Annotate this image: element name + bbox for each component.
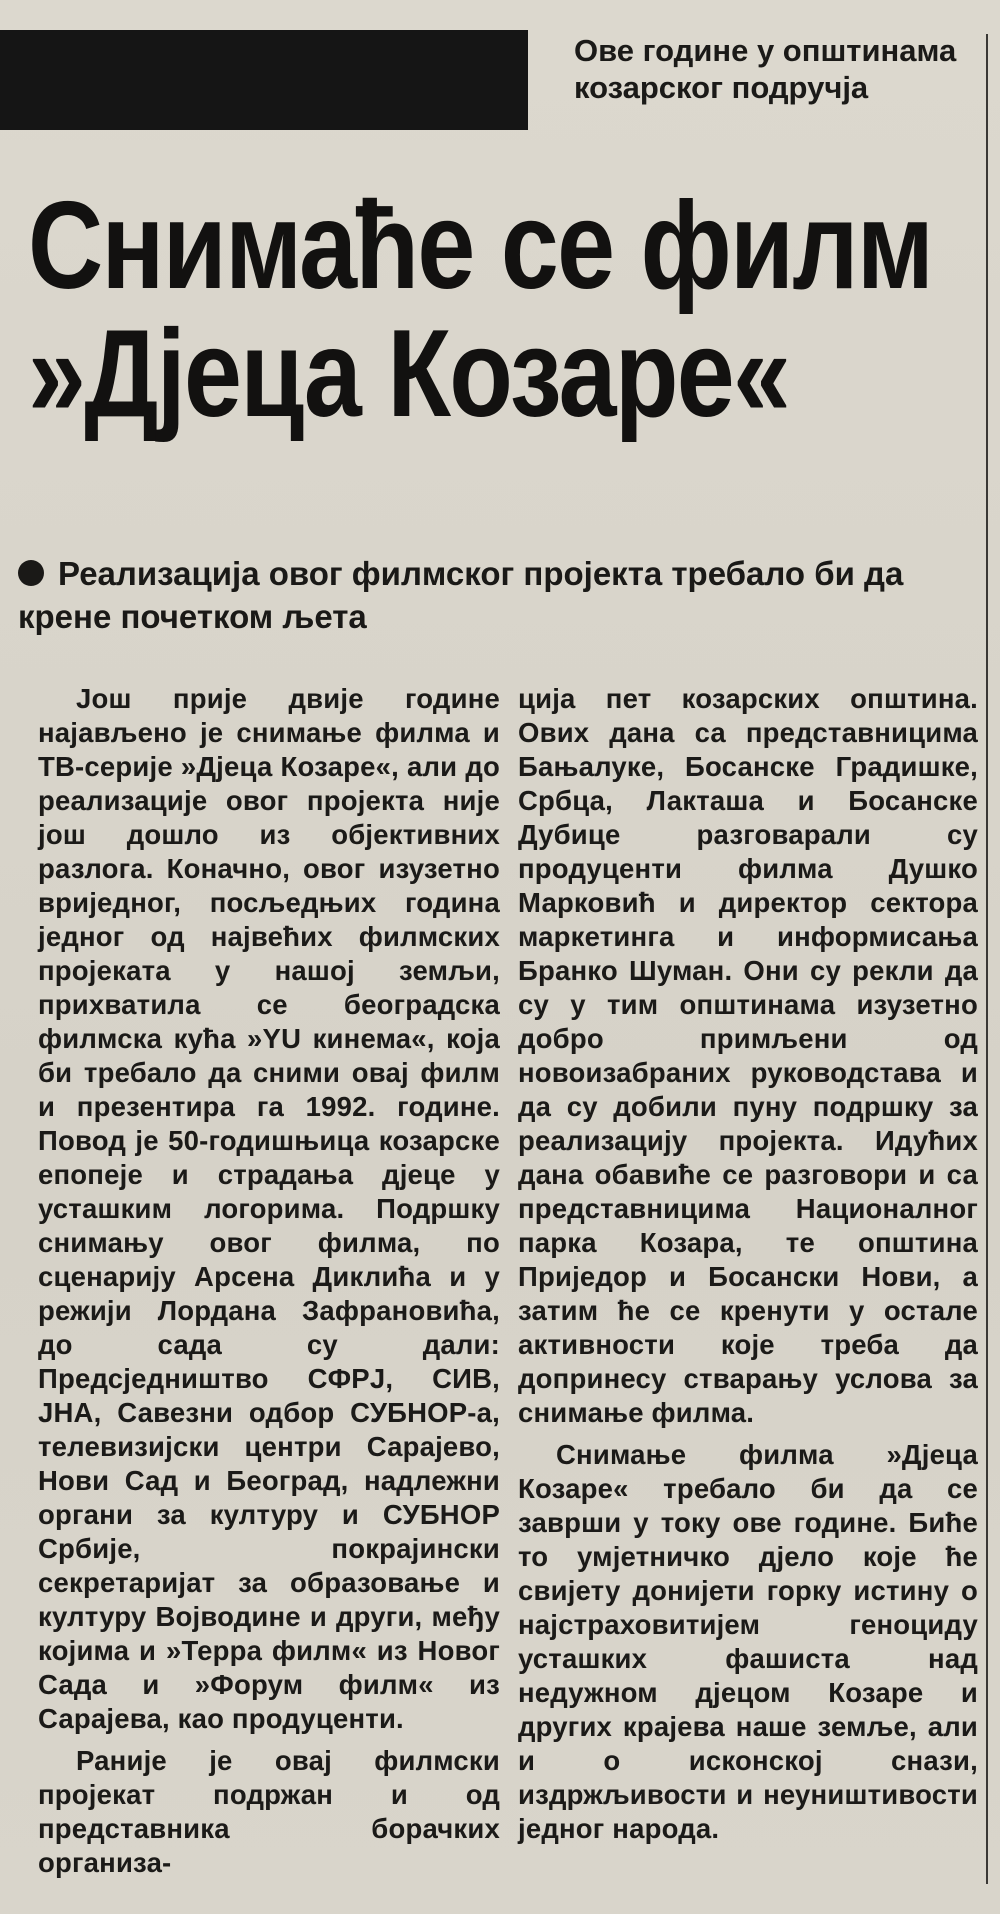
article-column-right (518, 682, 978, 1846)
headline-line-1: Снимаће се филм (28, 177, 933, 315)
bullet-icon (18, 560, 44, 586)
column-rule (986, 34, 988, 1884)
black-header-bar (0, 30, 528, 130)
paragraph: ција пет козарских општина. Ових дана са представницима Бањалуке, Босанске Градишке, Србца, Лакташа и Босанске Дубице разговарали су продуценти филма Душко Марковић и директор сектора маркетинга и информисања Бранко Шуман. Они су рекли да су у тим општинама изузетно добро примљени од новоизабраних руководстава и да су добили пуну подршку за реализацију пројекта. Идућих дана обавиће се разговори и са представницима Националног парка Козара, те општина Приједор и Босански Нови, а затим ће се кренути у остале активности које треба да допринесу стварању услова за снимање филма. (518, 683, 978, 1428)
paragraph: Раније је овај филмски пројекат подржан и од представника борачких организа- (38, 1745, 500, 1878)
headline (28, 177, 933, 443)
subhead (18, 552, 978, 638)
article-column-left (38, 682, 500, 1880)
paragraph: Још прије двије године најављено је снимање филма и ТВ-серије »Дјеца Козаре«, али до реализације овог пројекта није још дошло из објективних разлога. Коначно, овог изузетно вриједног, посљедњих година једног од највећих филмских пројеката у нашој земљи, прихватила се београдска филмска кућа »YU кинема«, која би требало да сними овај филм и презентира га 1992. године. Повод је 50-годишњица козарске епопеје и страдања дјеце у усташким логорима. Подршку снимању овог филма, по сценарију Арсена Диклића и у режији Лордана Зафрановића, до сада су дали: Предсједништво СФРЈ, СИВ, ЈНА, Савезни одбор СУБНОР-а, телевизијски центри Сарајево, Нови Сад и Београд, надлежни органи за културу и СУБНОР Србије, покрајински секретаријат за образовање и културу Војводине и други, међу којима и »Терра филм« из Новог Сада и »Форум филм« из Сарајева, као продуценти. (38, 683, 500, 1734)
subhead-text: Реализација овог филмског пројекта требало би да крене почетком љета (18, 555, 904, 635)
paragraph: Снимање филма »Дјеца Козаре« требало би да се заврши у току ове године. Биће то умјетничко дјело које ће свијету донијети горку истину о најстраховитијем геноциду усташких фашиста над недужном дјецом Козаре и других крајева наше земље, али и о исконској снази, издржљивости и неуништивости једног народа. (518, 1439, 978, 1844)
headline-line-2: »Дјеца Козаре« (28, 305, 790, 443)
kicker-text: Ове године у општинама козарског подручја (574, 33, 957, 105)
